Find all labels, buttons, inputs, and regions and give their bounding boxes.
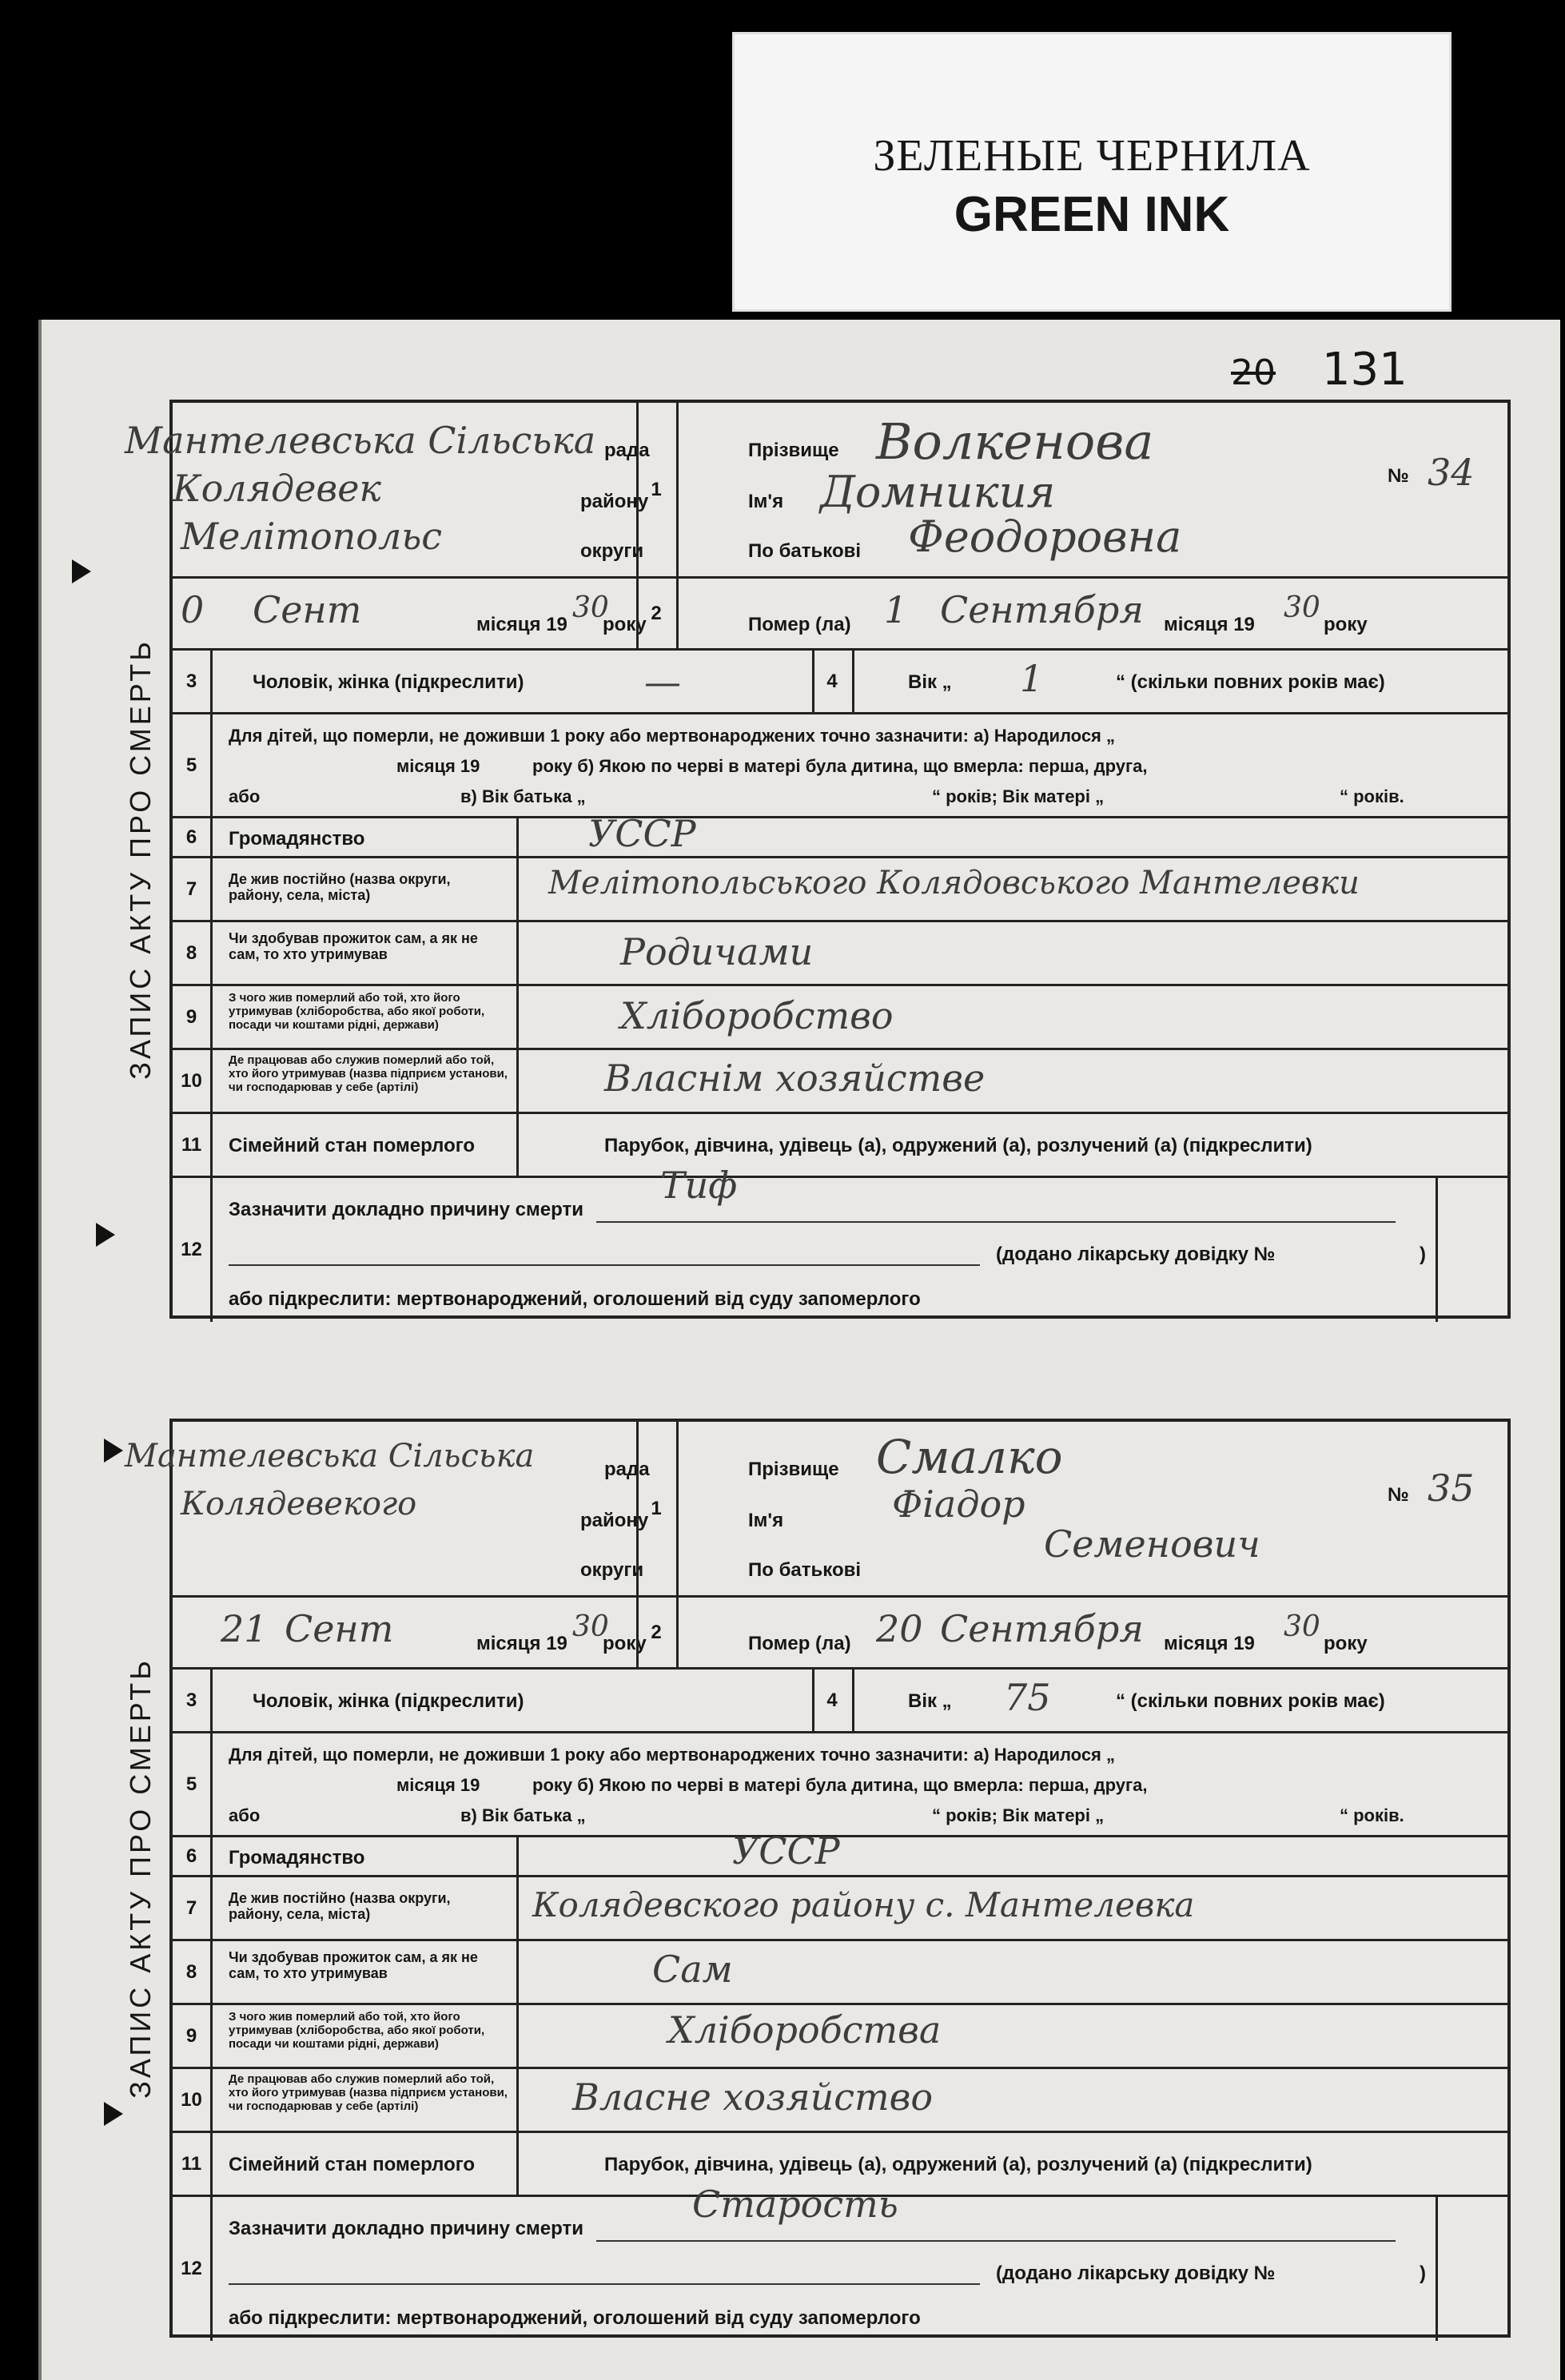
row-10-work (173, 2069, 1507, 2133)
divider (676, 1598, 679, 1670)
divider (1436, 2197, 1438, 2341)
children-text-2b: року б) Якою по черві в матері була дитина, що вмерла: перша, друга, (532, 756, 1148, 776)
side-title: ЗАПИС АКТУ ПРО СМЕРТЬ (124, 639, 157, 1080)
row-9-source (173, 2005, 1507, 2069)
children-text-3d: “ років. (1340, 1805, 1404, 1825)
livelihood-label: Чи здобував прожиток сам, а як не сам, то хто утримував (229, 1949, 478, 1981)
certificate-label: (додано лікарську довідку № (996, 1244, 1276, 1265)
surname-value: Волкенова (876, 412, 1154, 471)
row-number: 4 (826, 1689, 838, 1711)
header-block (125, 1422, 1507, 1598)
row-number: 3 (173, 1670, 213, 1731)
certificate-label: (додано лікарську довідку № (996, 2263, 1276, 2284)
row-number: 9 (173, 986, 213, 1048)
row-number: 8 (173, 1941, 213, 2003)
divider (516, 986, 519, 1050)
date-day: 0 (181, 588, 205, 631)
source-label: З чого жив померлий або той, хто його утримував (хліборобства, або якої роботи, посади чи коштами рідні, держави) (229, 991, 485, 1032)
rada-label: рада (604, 1459, 650, 1480)
source-value: Хліборобство (620, 994, 894, 1037)
row-number: 11 (173, 1114, 213, 1176)
month-label: місяця 19 (476, 614, 567, 635)
sex-value: — (644, 660, 681, 703)
death-month: Сентября (940, 1607, 1144, 1650)
record-number: 35 (1428, 1467, 1475, 1510)
divider (676, 403, 679, 579)
death-record-2 (124, 1419, 1511, 2338)
date-month: Сент (285, 1607, 394, 1650)
year-label: року (603, 614, 647, 635)
row-12-cause (173, 2183, 1507, 2341)
row-9-source (173, 986, 1507, 1050)
page-marks (1231, 344, 1408, 396)
row-date (173, 1598, 1507, 1670)
children-text-2: місяця 19 (396, 1775, 480, 1795)
residence-value: Мелітопольського Колядовського Мантелевки (548, 865, 1360, 901)
patronymic-label: По батькові (748, 540, 862, 562)
okrug-label: округи (580, 1559, 644, 1581)
children-text-2b: року б) Якою по черві в матері була дитина, що вмерла: перша, друга, (532, 1775, 1148, 1795)
age-value: 75 (1004, 1676, 1051, 1719)
children-text-3c: “ років; Вік матері „ (932, 786, 1105, 806)
row-number: 10 (173, 1050, 213, 1112)
death-month-label: місяця 19 (1164, 614, 1255, 635)
death-year-label: року (1324, 1633, 1368, 1654)
children-text-1: Для дітей, що померли, не доживши 1 року або мертвонароджених точно зазначити: а) Народилося „ (229, 1745, 1116, 1765)
death-month-label: місяця 19 (1164, 1633, 1255, 1654)
citizenship-value: УССР (732, 1829, 840, 1873)
children-text-2: місяця 19 (396, 756, 480, 776)
divider (516, 2069, 519, 2133)
name-value: Фіадор (892, 1483, 1025, 1526)
row-6-citizenship (173, 812, 1507, 858)
label-russian: ЗЕЛЕНЫЕ ЧЕРНИЛА (873, 131, 1311, 181)
side-title-band (109, 403, 173, 1315)
row-10-work (173, 1050, 1507, 1114)
rada-value: Мантелевська Сільська (125, 419, 596, 462)
death-year: 30 (1284, 1610, 1320, 1643)
okrug-value: Мелітопольс (181, 515, 443, 558)
divider (516, 1837, 519, 1877)
livelihood-value: Родичами (620, 930, 814, 973)
age-suffix: “ (скільки повних років має) (1116, 1690, 1385, 1712)
rule (596, 1221, 1396, 1223)
certificate-end: ) (1420, 1244, 1426, 1265)
date-month: Сент (253, 588, 362, 631)
side-title: ЗАПИС АКТУ ПРО СМЕРТЬ (124, 1658, 157, 2099)
divider (516, 1941, 519, 2005)
residence-value: Колядевского району с. Мантелевка (532, 1885, 1195, 1924)
row-7-residence (173, 858, 1507, 922)
patronymic-value: Феодоровна (908, 511, 1182, 562)
divider (852, 1670, 854, 1733)
rada-label: рада (604, 440, 650, 461)
surname-value: Смалко (876, 1430, 1063, 1484)
death-month: Сентября (940, 588, 1144, 631)
row-number: 6 (173, 1837, 213, 1875)
divider (516, 818, 519, 858)
children-text-3d: “ років. (1340, 786, 1404, 806)
page-number: 131 (1321, 344, 1408, 396)
cause-label: Зазначити докладно причину смерти (229, 2218, 583, 2239)
record-number: 34 (1428, 451, 1475, 494)
rule (596, 2240, 1396, 2242)
row-number: 5 (173, 1733, 213, 1835)
divider (676, 579, 679, 651)
row-12-cause (173, 1164, 1507, 1322)
row-5-children (173, 1733, 1507, 1837)
number-label: № (1388, 1484, 1409, 1506)
row-number: 7 (173, 1877, 213, 1939)
work-value: Власнім хозяйстве (604, 1057, 986, 1100)
divider (1436, 1178, 1438, 1322)
marital-options: Парубок, дівчина, удівець (а), одружений (а), розлучений (а) (підкреслити) (604, 2154, 1312, 2175)
source-value: Хліборобства (668, 2008, 942, 2052)
divider (516, 2133, 519, 2197)
row-number: 8 (173, 922, 213, 984)
row-number: 6 (173, 818, 213, 856)
age-value: 1 (1020, 657, 1044, 700)
divider (516, 2005, 519, 2069)
raion-value: Колядевек (173, 467, 381, 510)
row-8-livelihood (173, 1941, 1507, 2005)
marital-label: Сімейний стан померлого (229, 2154, 476, 2175)
cause-value: Тиф (660, 1164, 738, 1207)
row-number: 2 (651, 602, 662, 624)
citizenship-label: Громадянство (229, 828, 365, 850)
row-number: 12 (173, 2197, 213, 2341)
children-text-3a: або (229, 786, 261, 806)
died-label: Помер (ла) (748, 614, 851, 635)
death-day: 1 (884, 588, 908, 631)
punch-hole-icon (72, 559, 88, 583)
row-number: 2 (651, 1621, 662, 1643)
divider (516, 858, 519, 922)
header-block (125, 403, 1507, 579)
row-number: 10 (173, 2069, 213, 2131)
divider (516, 1050, 519, 1114)
row-5-children (173, 714, 1507, 818)
citizenship-value: УССР (588, 812, 696, 855)
children-text-3a: або (229, 1805, 261, 1825)
raion-label: району (580, 1510, 649, 1531)
row-number: 7 (173, 858, 213, 920)
row-3-4 (173, 1670, 1507, 1733)
row-number: 4 (826, 670, 838, 692)
age-label: Вік „ (908, 1690, 952, 1712)
okrug-label: округи (580, 540, 644, 562)
children-text-3b: в) Вік батька „ (460, 786, 586, 806)
surname-label: Прізвище (748, 1459, 839, 1480)
surname-label: Прізвище (748, 440, 839, 461)
sex-label: Чоловік, жінка (підкреслити) (253, 1690, 524, 1712)
divider (676, 1422, 679, 1598)
residence-label: Де жив постійно (назва округи, району, села, міста) (229, 1890, 451, 1922)
raion-value: Колядевекого (181, 1486, 417, 1522)
children-text-1: Для дітей, що померли, не доживши 1 року або мертвонароджених точно зазначити: а) Народилося „ (229, 726, 1116, 746)
row-number: 12 (173, 1178, 213, 1322)
side-title-band (109, 1422, 173, 2334)
work-label: Де працював або служив померлий або той, хто його утримував (назва підприєм установи, чи господарював у себе (артілі) (229, 2072, 508, 2113)
source-label: З чого жив померлий або той, хто його утримував (хліборобства, або якої роботи, посади чи коштами рідні, держави) (229, 2010, 485, 2051)
row-6-citizenship (173, 1829, 1507, 1877)
name-label: Ім'я (748, 491, 784, 512)
row-number: 11 (173, 2133, 213, 2195)
sex-label: Чоловік, жінка (підкреслити) (253, 671, 524, 693)
work-value: Власне хозяйство (572, 2076, 934, 2119)
rule (229, 2283, 980, 2285)
row-date (173, 579, 1507, 651)
crossed-number: 20 (1231, 352, 1276, 393)
children-text-3b: в) Вік батька „ (460, 1805, 586, 1825)
name-label: Ім'я (748, 1510, 784, 1531)
row-3-4 (173, 651, 1507, 714)
month-label: місяця 19 (476, 1633, 567, 1654)
cause-value: Старость (692, 2183, 898, 2226)
age-label: Вік „ (908, 671, 952, 693)
year-label: року (603, 1633, 647, 1654)
row-7-residence (173, 1877, 1507, 1941)
number-label: № (1388, 465, 1409, 487)
row-number: 9 (173, 2005, 213, 2067)
row-number: 1 (651, 478, 662, 500)
row-11-marital (173, 1114, 1507, 1178)
divider (516, 1114, 519, 1178)
date-year: 30 (572, 591, 609, 624)
marital-label: Сімейний стан померлого (229, 1135, 476, 1156)
row-number: 5 (173, 714, 213, 816)
stillborn-label: або підкреслити: мертвонароджений, оголошений від суду запомерлого (229, 2307, 921, 2329)
label-english: GREEN INK (954, 187, 1230, 242)
death-day: 20 (876, 1607, 923, 1650)
death-year: 30 (1284, 591, 1320, 624)
work-label: Де працював або служив померлий або той, хто його утримував (назва підприєм установи, чи господарював у себе (артілі) (229, 1053, 508, 1094)
marital-options: Парубок, дівчина, удівець (а), одружений (а), розлучений (а) (підкреслити) (604, 1135, 1312, 1156)
rada-value: Мантелевська Сільська (125, 1438, 535, 1475)
citizenship-label: Громадянство (229, 1847, 365, 1869)
death-record-1 (124, 400, 1511, 1319)
raion-label: району (580, 491, 649, 512)
divider (516, 1877, 519, 1941)
divider (852, 651, 854, 714)
green-ink-label (732, 32, 1452, 312)
children-text-3c: “ років; Вік матері „ (932, 1805, 1105, 1825)
row-number: 3 (173, 651, 213, 712)
cause-label: Зазначити докладно причину смерти (229, 1199, 583, 1220)
patronymic-value: Семенович (1044, 1522, 1260, 1566)
died-label: Помер (ла) (748, 1633, 851, 1654)
row-number: 1 (651, 1497, 662, 1519)
death-year-label: року (1324, 614, 1368, 635)
residence-label: Де жив постійно (назва округи, району, села, міста) (229, 871, 451, 903)
row-8-livelihood (173, 922, 1507, 986)
patronymic-label: По батькові (748, 1559, 862, 1581)
certificate-end: ) (1420, 2263, 1426, 2284)
livelihood-value: Сам (652, 1948, 733, 1991)
date-year: 30 (572, 1610, 609, 1643)
rule (229, 1264, 980, 1266)
age-suffix: “ (скільки повних років має) (1116, 671, 1385, 693)
stillborn-label: або підкреслити: мертвонароджений, оголошений від суду запомерлого (229, 1288, 921, 1310)
divider (516, 922, 519, 986)
livelihood-label: Чи здобував прожиток сам, а як не сам, то хто утримував (229, 930, 478, 962)
name-value: Домникия (820, 467, 1056, 517)
date-day: 21 (221, 1607, 268, 1650)
